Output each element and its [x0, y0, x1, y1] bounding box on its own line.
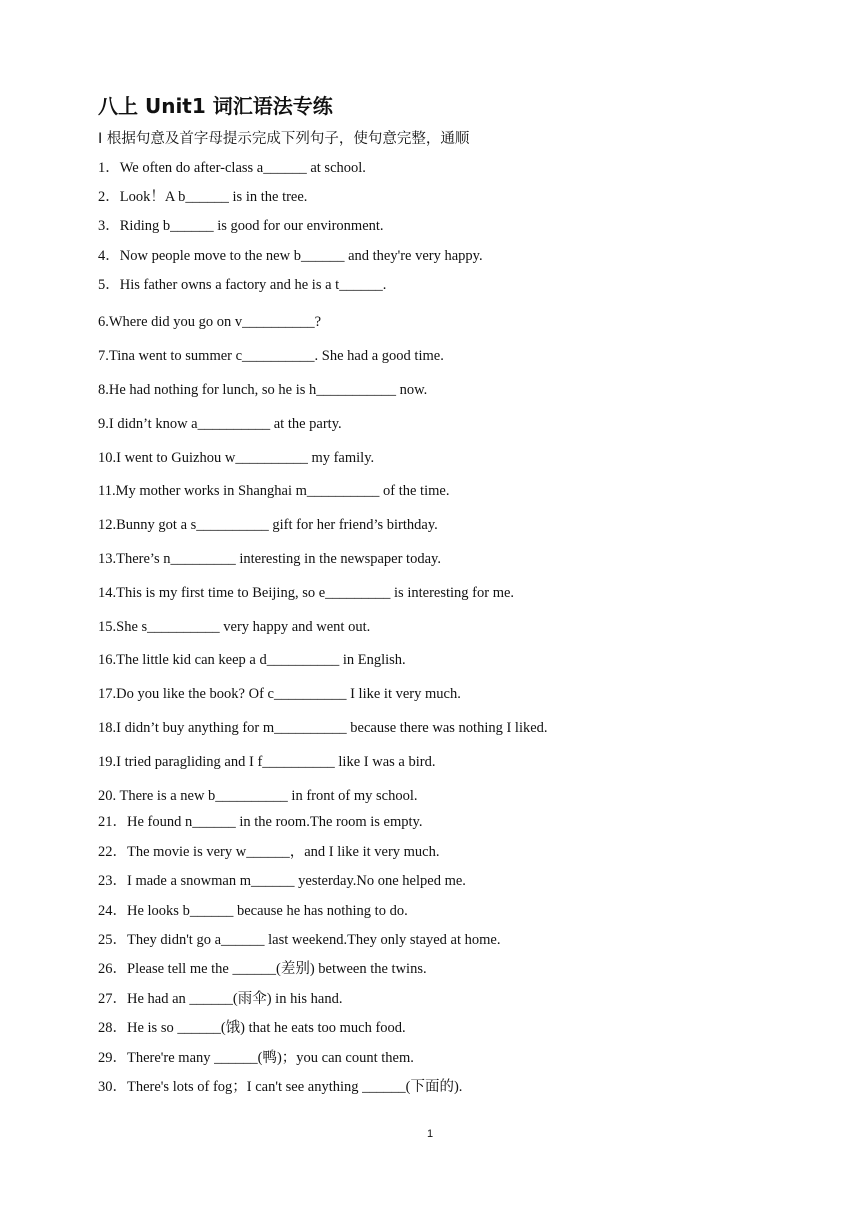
- question-item: 9.I didn’t know a__________ at the party.: [98, 416, 342, 432]
- question-item: 17.Do you like the book? Of c__________ I like it very much.: [98, 686, 461, 702]
- page-title: 八上 Unit1 词汇语法专练: [98, 94, 333, 118]
- question-item: 4．Now people move to the new b______ and they're very happy.: [98, 248, 483, 264]
- question-item: 13.There’s n_________ interesting in the newspaper today.: [98, 551, 441, 567]
- question-item: 7.Tina went to summer c__________. She had a good time.: [98, 348, 444, 364]
- question-item: 29．There're many ______(鸭)；you can count them.: [98, 1050, 414, 1066]
- question-item: 6.Where did you go on v__________?: [98, 314, 322, 330]
- question-item: 14.This is my first time to Beijing, so e_________ is interesting for me.: [98, 585, 515, 601]
- question-item: 20. There is a new b__________ in front of my school.: [98, 788, 418, 804]
- question-item: 2．Look！A b______ is in the tree.: [98, 189, 308, 205]
- question-item: 26．Please tell me the ______(差别) between the twins.: [98, 961, 427, 977]
- question-item: 22．The movie is very w______，and I like it very much.: [98, 844, 440, 860]
- question-item: 18.I didn’t buy anything for m__________ because there was nothing I liked.: [98, 720, 548, 736]
- question-item: 1．We often do after-class a______ at school.: [98, 160, 366, 176]
- question-item: 11.My mother works in Shanghai m__________ of the time.: [98, 483, 450, 499]
- question-item: 27．He had an ______(雨伞) in his hand.: [98, 991, 343, 1007]
- question-item: 24．He looks b______ because he has nothing to do.: [98, 903, 408, 919]
- page-number: 1: [426, 1128, 434, 1140]
- question-item: 3．Riding b______ is good for our environment.: [98, 218, 384, 234]
- question-item: 10.I went to Guizhou w__________ my family.: [98, 450, 375, 466]
- question-item: 28．He is so ______(饿) that he eats too much food.: [98, 1020, 406, 1036]
- section-instruction: I 根据句意及首字母提示完成下列句子，使句意完整，通顺: [98, 131, 470, 147]
- question-item: 19.I tried paragliding and I f__________ like I was a bird.: [98, 754, 436, 770]
- question-item: 8.He had nothing for lunch, so he is h___________ now.: [98, 382, 428, 398]
- question-item: 12.Bunny got a s__________ gift for her friend’s birthday.: [98, 517, 438, 533]
- question-item: 23．I made a snowman m______ yesterday.No one helped me.: [98, 873, 466, 889]
- question-item: 30．There's lots of fog；I can't see anything ______(下面的).: [98, 1079, 463, 1095]
- question-item: 25．They didn't go a______ last weekend.They only stayed at home.: [98, 932, 501, 948]
- question-item: 21．He found n______ in the room.The room is empty.: [98, 814, 423, 830]
- question-item: 16.The little kid can keep a d__________ in English.: [98, 652, 406, 668]
- question-item: 5．His father owns a factory and he is a t______.: [98, 277, 387, 293]
- question-item: 15.She s__________ very happy and went out.: [98, 619, 371, 635]
